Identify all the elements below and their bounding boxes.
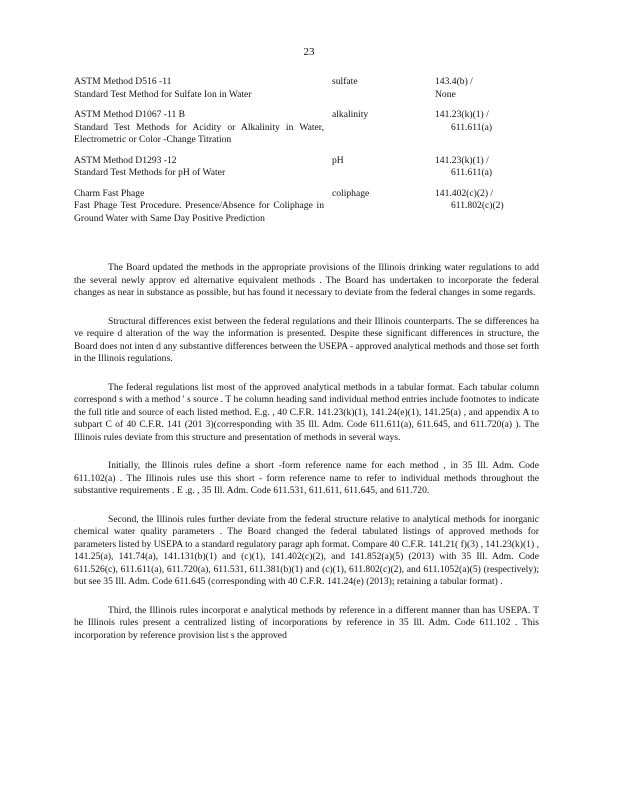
method-row bbox=[74, 155, 544, 180]
method-title: ASTM Method D516 -11 bbox=[74, 76, 172, 87]
citation-cell bbox=[435, 76, 545, 101]
analyte: alkalinity bbox=[332, 109, 369, 120]
method-row bbox=[74, 76, 544, 101]
analyte: pH bbox=[332, 154, 344, 166]
method-table bbox=[74, 76, 544, 233]
page-number: 23 bbox=[303, 46, 315, 58]
method-cell bbox=[74, 109, 324, 147]
method-title: ASTM Method D1067 -11 B bbox=[74, 109, 186, 120]
method-title: ASTM Method D1293 -12 bbox=[74, 154, 177, 166]
paragraph-third: Third, the Illinois rules incorporat e analytical methods by reference in a different manner than has USEPA. T he Illinois rules present a centralized listing of incorporations by reference in 35 Ill. Adm. Code 611.102 . This incorporation by reference provision list s the approved bbox=[74, 604, 539, 641]
citation-cell bbox=[435, 109, 545, 134]
body-text bbox=[74, 262, 539, 658]
illinois-citation: None bbox=[435, 88, 456, 100]
method-cell bbox=[74, 188, 324, 226]
method-cell bbox=[74, 76, 324, 101]
method-cell bbox=[74, 155, 324, 180]
paragraph-initially: Initially, the Illinois rules define a short -form reference name for each method , in 35 Ill. Adm. Code 611.102(a) . The Illinois rules use this short - form reference name to refer to individual methods throughout the substantive requirements . E .g. , 35 Ill. Adm. Code 611.531, 611.611, 611.645, and 611.720. bbox=[74, 460, 539, 496]
federal-citation: 141.23(k)(1) / bbox=[435, 154, 489, 166]
citation-cell bbox=[435, 155, 545, 180]
paragraph-board-updated: The Board updated the methods in the appropriate provisions of the Illinois drinking water regulations to add the several newly approv ed alternative equivalent methods . The Board has undertaken to incorporate the federal changes as near in substance as possible, but has found it necessary to deviate from the federal changes in some regards. bbox=[74, 262, 539, 298]
federal-citation: 141.23(k)(1) / bbox=[435, 109, 489, 120]
analyte: coliphage bbox=[332, 187, 370, 199]
method-description: Standard Test Methods for Acidity or Alkalinity in Water, Electrometric or Color -Change Titration bbox=[74, 121, 324, 145]
paragraph-structural-differences: Structural differences exist between the federal regulations and their Illinois counterparts. The se differences ha ve require d alteration of the way the information is presented. Despite these significant differences in structure, the Board does not inten d any substantive differences between the USEPA - approved analytical methods and those set forth in the Illinois regulations. bbox=[74, 315, 539, 364]
federal-citation: 143.4(b) / bbox=[435, 76, 473, 87]
method-row bbox=[74, 109, 544, 147]
illinois-citation: 611.802(c)(2) bbox=[451, 200, 504, 211]
method-description: Standard Test Methods for pH of Water bbox=[74, 167, 226, 178]
method-description: Standard Test Method for Sulfate Ion in Water bbox=[74, 88, 252, 100]
paragraph-second: Second, the Illinois rules further deviate from the federal structure relative to analytical methods for inorganic chemical water quality parameters . The Board changed the federal tabulated listings of approved methods for parameters listed by USEPA to a standard regulatory paragr aph format. Compare 40 C.F.R. 141.21( f)(3) , 141.23(k)(1) , 141.25(a), 141.74(a), 141.131(b)(1) and (c)(1), 141.402(c)(2), and 141.852(a)(5) (2013) with 35 Ill. Adm. Code 611.526(c), 611.611(a), 611.720(a), 611.531, 611.381(b)(1) and (c)(1), 611.802(c)(2), and 611.1052(a)(5) (respectively); but see 35 Ill. Adm. Code 611.645 (corresponding with 40 C.F.R. 141.24(e) (2013); retaining a tabular format) . bbox=[74, 513, 539, 587]
method-row bbox=[74, 188, 544, 226]
illinois-citation: 611.611(a) bbox=[451, 121, 493, 133]
illinois-citation: 611.611(a) bbox=[451, 167, 493, 178]
citation-cell bbox=[435, 188, 545, 213]
method-description: Fast Phage Test Procedure. Presence/Absence for Coliphage in Ground Water with Same Day Positive Prediction bbox=[74, 200, 324, 224]
analyte: sulfate bbox=[332, 76, 358, 87]
method-title: Charm Fast Phage bbox=[74, 187, 145, 199]
federal-citation: 141.402(c)(2) / bbox=[435, 187, 494, 199]
paragraph-federal-regulations: The federal regulations list most of the approved analytical methods in a tabular format. Each tabular column correspond s with a method ' s source . T he column heading sand individual method entries include footnotes to indicate the full title and source of each listed method. E.g. , 40 C.F.R. 141.23(k)(1), 141.24(e)(1), 141.25(a) , and appendix A to subpart C of 40 C.F.R. 141 (201 3)(corresponding with 35 Ill. Adm. Code 611.611(a), 611.645, and 611.720(a) ). The Illinois rules deviate from this structure and presentation of methods in several ways. bbox=[74, 381, 539, 443]
